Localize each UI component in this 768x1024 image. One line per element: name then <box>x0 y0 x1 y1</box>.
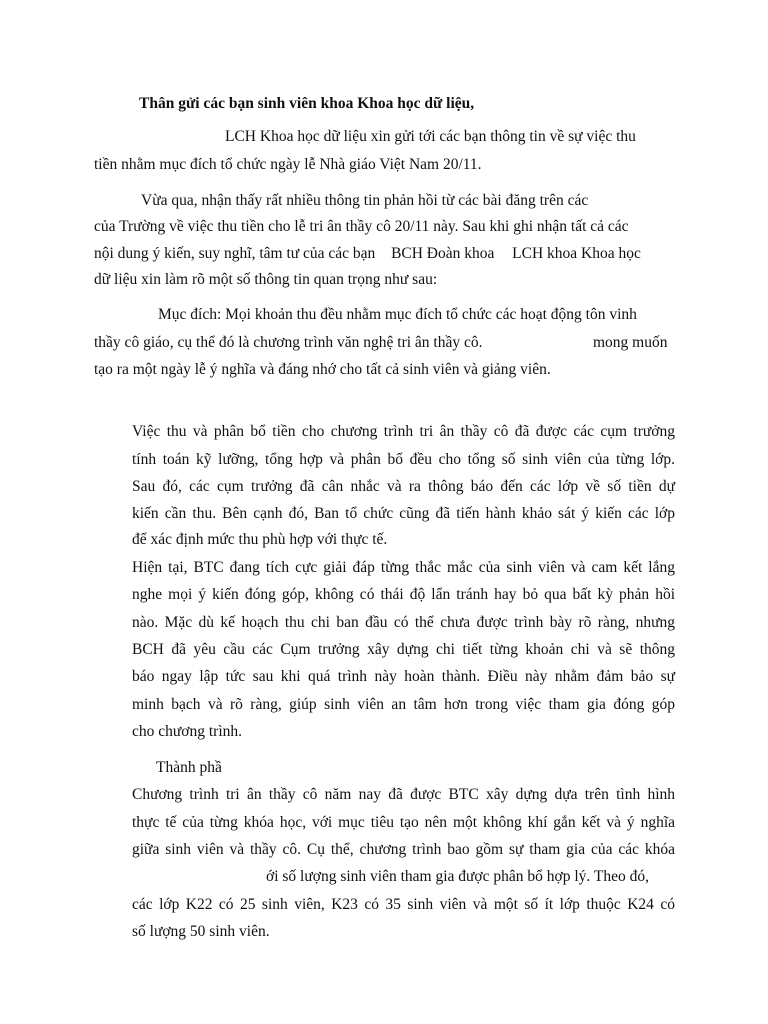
response-line-5: báo ngay lập tức sau khi quá trình này hoàn thành. Điều này nhằm đảm bảo sự <box>132 668 675 685</box>
composition-line-2: thực tế của từng khóa học, với mục tiêu tạo nên một không khí gắn kết và ý nghĩa <box>132 814 675 831</box>
response-line-3: nào. Mặc dù kế hoạch thu chi ban đầu có thể chưa được trình bày rõ ràng, nhưng <box>132 614 675 631</box>
greeting-heading: Thân gửi các bạn sinh viên khoa Khoa học dữ liệu, <box>139 95 475 112</box>
allocation-line-4: kiến cần thu. Bên cạnh đó, Ban tổ chức cũng đã tiến hành khảo sát ý kiến các lớp <box>132 505 675 522</box>
response-line-4: BCH đã yêu cầu các Cụm trưởng xây dựng chi tiết từng khoản chi và sẽ thông <box>132 641 675 658</box>
response-line-2: nghe mọi ý kiến đóng góp, không có thái độ lẩn tránh hay bỏ qua bất kỳ phản hồi <box>132 586 675 603</box>
context-line-3 <box>94 244 641 264</box>
composition-line-3: giữa sinh viên và thầy cô. Cụ thể, chương trình bao gồm sự tham gia của các khóa <box>132 841 675 858</box>
intro-line-1: LCH Khoa học dữ liệu xin gửi tới các bạn thông tin về sự việc thu <box>225 128 636 145</box>
composition-line-1: Chương trình tri ân thầy cô năm nay đã được BTC xây dựng dựa trên tình hình <box>132 786 675 803</box>
composition-line-4: ới số lượng sinh viên tham gia được phân bổ hợp lý. Theo đó, <box>266 868 649 885</box>
purpose-line-2b: mong muốn <box>593 334 668 351</box>
composition-line-6: số lượng 50 sinh viên. <box>132 923 270 940</box>
allocation-line-5: để xác định mức thu phù hợp với thực tế. <box>132 531 388 548</box>
context-lch-text: LCH khoa Khoa học <box>512 245 641 262</box>
response-line-7: cho chương trình. <box>132 723 243 740</box>
response-line-1: Hiện tại, BTC đang tích cực giải đáp từng thắc mắc của sinh viên và cam kết lắng <box>132 559 675 576</box>
context-line-4: dữ liệu xin làm rõ một số thông tin quan trọng như sau: <box>94 271 438 288</box>
allocation-line-2: tính toán kỹ lưỡng, tổng hợp và phân bổ đều cho tổng số sinh viên của từng lớp. <box>132 451 675 468</box>
context-line-2: của Trường về việc thu tiền cho lễ tri ân thầy cô 20/11 này. Sau khi ghi nhận tất cả các <box>94 218 629 235</box>
context-line-1: Vừa qua, nhận thấy rất nhiều thông tin phản hồi từ các bài đăng trên các <box>141 192 589 209</box>
response-line-6: minh bạch và rõ ràng, giúp sinh viên an tâm hơn trong việc tham gia đóng góp <box>132 696 675 713</box>
context-line-3-text: nội dung ý kiến, suy nghĩ, tâm tư của các bạn <box>94 245 376 262</box>
allocation-line-3: Sau đó, các cụm trưởng đã cân nhắc và ra thông báo đến các lớp về số tiền dự <box>132 478 675 495</box>
composition-line-5: các lớp K22 có 25 sinh viên, K23 có 35 sinh viên và một số ít lớp thuộc K24 có <box>132 896 675 913</box>
allocation-line-1: Việc thu và phân bổ tiền cho chương trình tri ân thầy cô đã được các cụm trưởng <box>132 423 675 440</box>
purpose-line-2: thầy cô giáo, cụ thể đó là chương trình văn nghệ tri ân thầy cô. <box>94 334 483 351</box>
intro-line-2: tiền nhằm mục đích tổ chức ngày lễ Nhà giáo Việt Nam 20/11. <box>94 156 482 173</box>
composition-heading: Thành phầ <box>156 759 222 776</box>
purpose-line-1: Mục đích: Mọi khoản thu đều nhằm mục đích tổ chức các hoạt động tôn vinh <box>158 306 637 323</box>
purpose-line-3: tạo ra một ngày lễ ý nghĩa và đáng nhớ cho tất cả sinh viên và giảng viên. <box>94 361 551 378</box>
context-bch-text: BCH Đoàn khoa <box>391 245 495 262</box>
